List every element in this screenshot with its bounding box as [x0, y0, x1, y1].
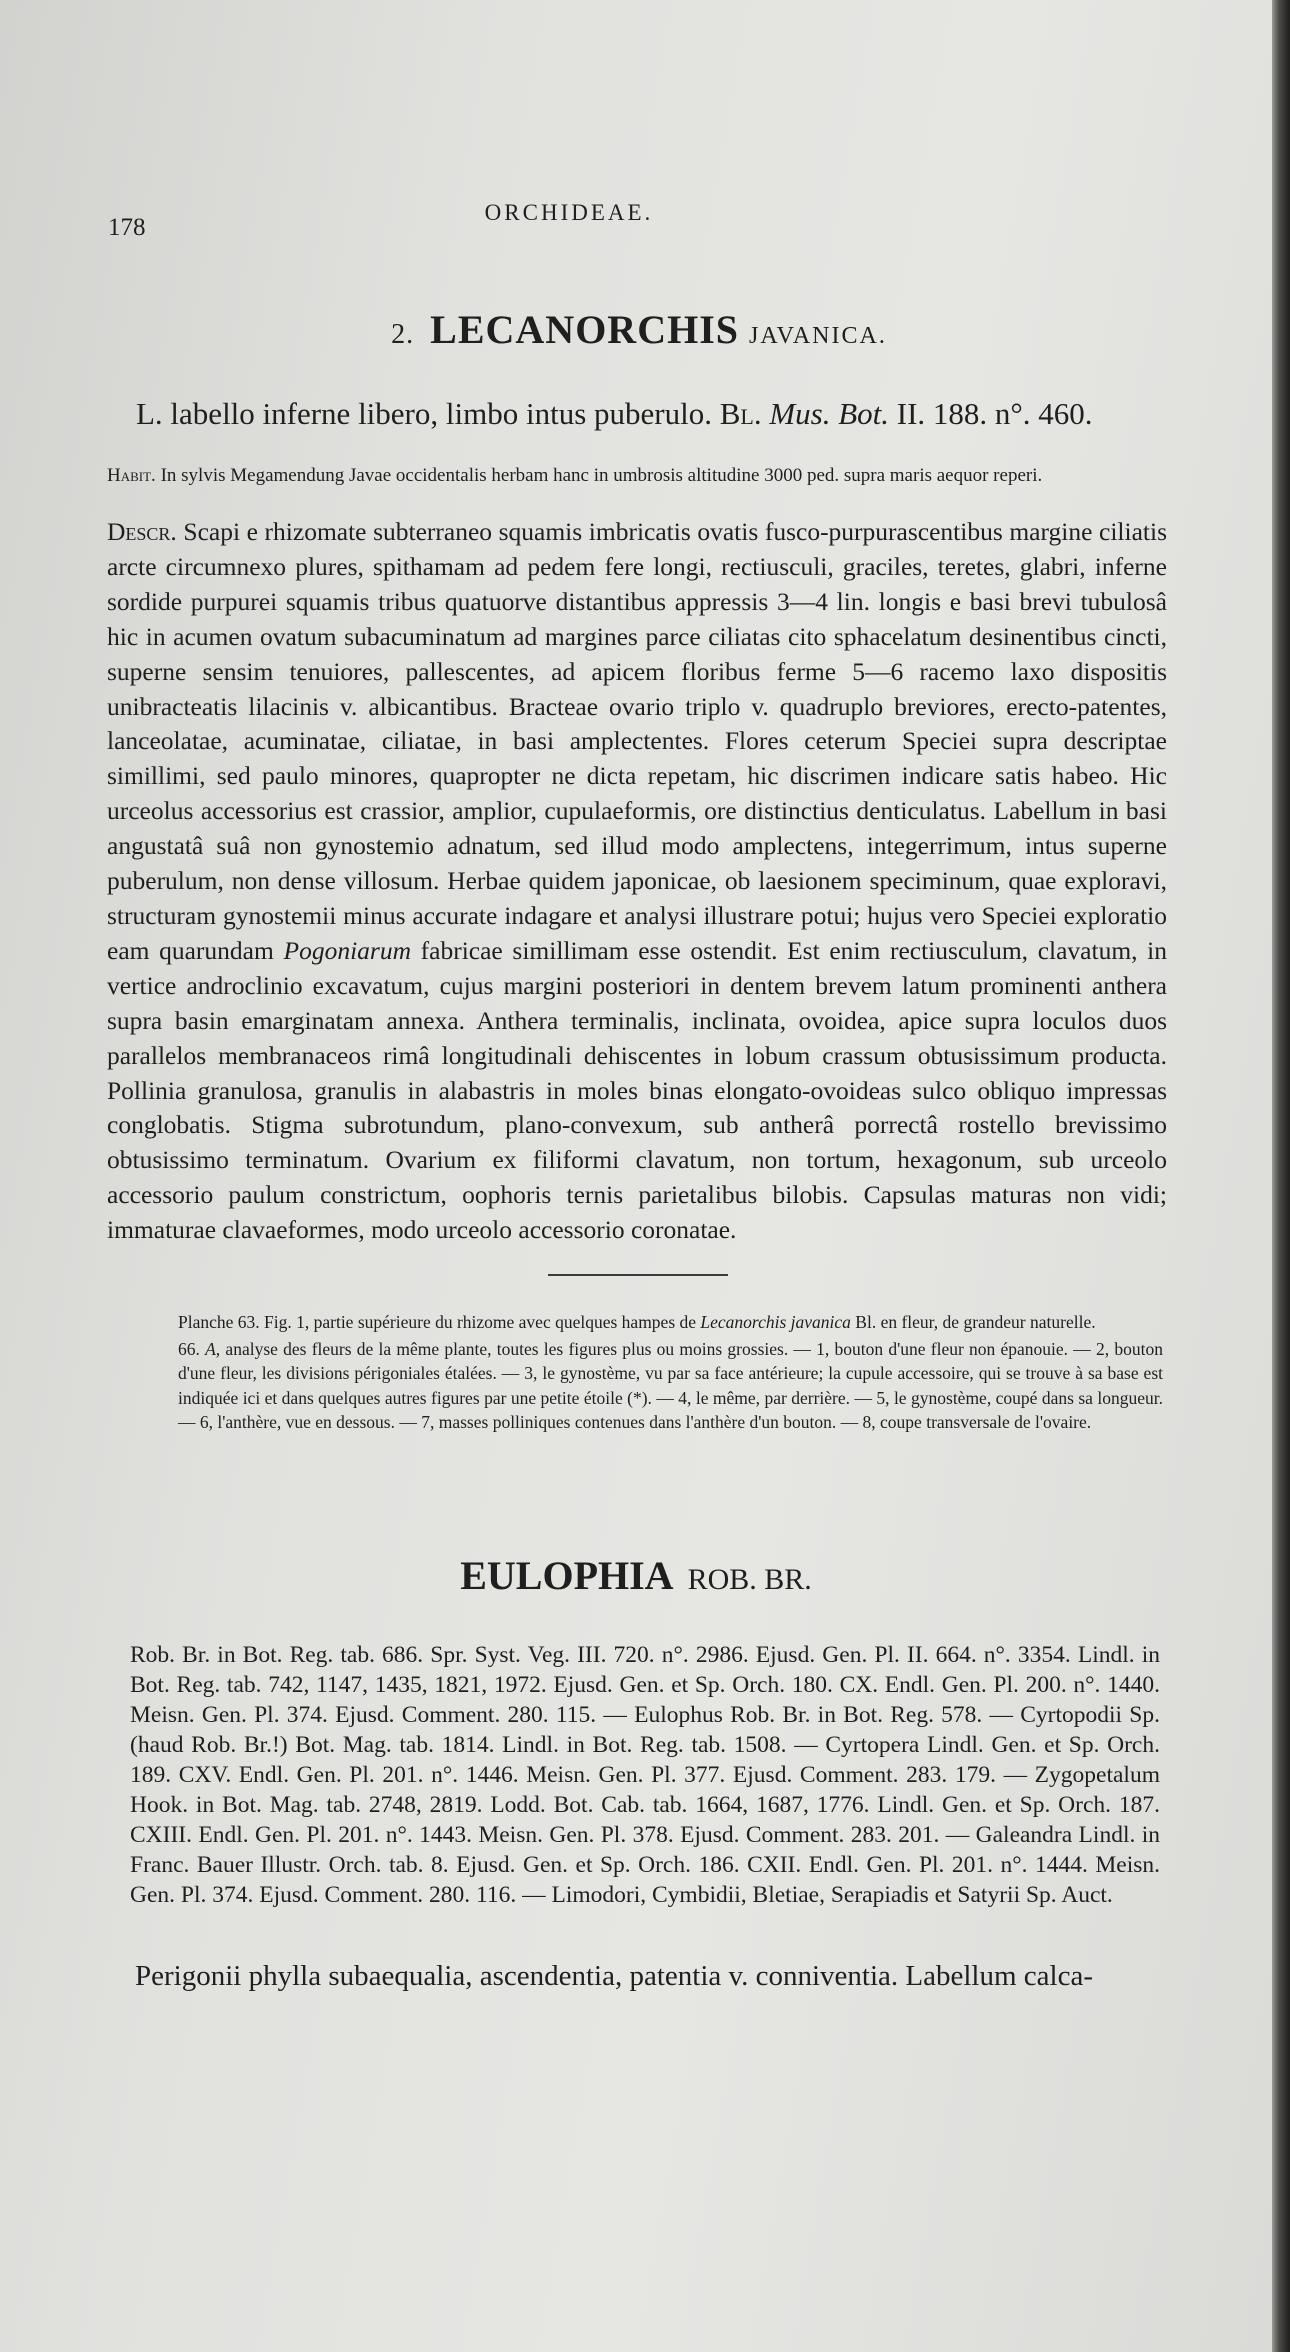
- caption-2-italic: A,: [205, 1338, 221, 1359]
- caption-2-text-a: 66.: [178, 1338, 200, 1359]
- diagnosis-work: Mus. Bot.: [769, 396, 890, 431]
- caption-1-text-a: Planche 63. Fig. 1, partie supérieure du rhizome avec quelques hampes de: [178, 1312, 697, 1332]
- page-edge-shadow: [1272, 0, 1290, 2352]
- species-genus: LECANORCHIS: [430, 307, 740, 352]
- genus-author: ROB. BR.: [687, 1563, 812, 1596]
- diagnosis-citation: II. 188. n°. 460.: [896, 396, 1093, 431]
- description-label: Descr.: [107, 517, 177, 546]
- description-italic-word: Pogoniarum: [283, 935, 411, 965]
- species-title: [0, 306, 1278, 353]
- plate-caption: [178, 1310, 1163, 1435]
- habitat-paragraph: [107, 465, 1167, 487]
- genus-references: Rob. Br. in Bot. Reg. tab. 686. Spr. Syst. Veg. III. 720. n°. 2986. Ejusd. Gen. Pl. II. 664. n°. 3354. Lindl. in Bot. Reg. tab. 742, 1147, 1435, 1821, 1972. Ejusd. Gen. et Sp. Orch. 180. CX. Endl. Gen. Pl. 200. n°. 1440. Meisn. Gen. Pl. 374. Ejusd. Comment. 280. 115. — Eulophus Rob. Br. in Bot. Reg. 578. — Cyrtopodii Sp. (haud Rob. Br.!) Bot. Mag. tab. 1814. Lindl. in Bot. Reg. tab. 1508. — Cyrtopera Lindl. Gen. et Sp. Orch. 189. CXV. Endl. Gen. Pl. 201. n°. 1446. Meisn. Gen. Pl. 377. Ejusd. Comment. 283. 179. — Zygopetalum Hook. in Bot. Mag. tab. 2748, 2819. Lodd. Bot. Cab. tab. 1664, 1687, 1776. Lindl. Gen. et Sp. Orch. 187. CXIII. Endl. Gen. Pl. 201. n°. 1443. Meisn. Gen. Pl. 378. Ejusd. Comment. 283. 201. — Galeandra Lindl. in Franc. Bauer Illustr. Orch. tab. 8. Ejusd. Gen. et Sp. Orch. 186. CXII. Endl. Gen. Pl. 201. n°. 1444. Meisn. Gen. Pl. 374. Ejusd. Comment. 280. 116. — Limodori, Cymbidii, Bletiae, Serapiadis et Satyrii Sp. Auct.: [130, 1642, 1160, 1908]
- final-line: Perigonii phylla subaequalia, ascendentia, patentia v. conniventia. Labellum calca-: [135, 1960, 1093, 1992]
- caption-2-text-b: analyse des fleurs de la même plante, toutes les figures plus ou moins grossies. — 1, bouton d'une fleur non épanouie. — 2, bouton d'une fleur, les divisions périgoniales étalées. — 3, le gynostème, vu par sa face antérieure; la cupule accessoire, qui se trouve à sa base est indiquée ici et dans quelques autres figures par une petite étoile (*). — 4, le même, par derrière. — 5, le gynostème, coupé dans sa longueur. — 6, l'anthère, vue en dessous. — 7, masses polliniques contenues dans l'anthère d'un bouton. — 8, coupe transversale de l'ovaire.: [178, 1338, 1163, 1432]
- species-epithet: JAVANICA.: [749, 323, 887, 349]
- species-number: 2.: [391, 319, 415, 350]
- species-diagnosis: [136, 396, 1146, 432]
- diagnosis-author: Bl.: [719, 396, 762, 431]
- genus-name: EULOPHIA: [460, 1553, 674, 1598]
- description-text-1: Scapi e rhizomate subterraneo squamis imbricatis ovatis fusco-purpurascentibus margine ciliatis arcte circumnexo plures, spithamam ad pedem fere longi, rectiusculi, graciles, teretes, glabri, inferne sordide purpurei squamis tribus quatuorve distantibus appressis 3—4 lin. longis e basi brevi tubulosâ hic in acumen ovatum subacuminatum ad margines parce ciliatas cito sphacelatum desinentibus cincti, superne sensim tenuiores, pallescentes, ad apicem floribus ferme 5—6 racemo laxo dispositis unibracteatis lilacinis v. albicantibus. Bracteae ovario triplo v. quadruplo breviores, erecto-patentes, lanceolatae, acuminatae, ciliatae, in basi amplectentes. Flores ceterum Speciei supra descriptae simillimi, sed paulo minores, quapropter ne dicta repetam, hic discrimen indicare satis habeo. Hic urceolus accessorius est crassior, amplior, cupulaeformis, ore distinctius denticulatus. Labellum in basi angustatâ suâ non gynostemio adnatum, sed illud modo amplectens, integerrimum, intus superne puberulum, non dense villosum. Herbae quidem japonicae, ob laesionem speciminum, quae exploravi, structuram gynostemii minus accurate indagare et analysi illustrare potui; hujus vero Speciei exploratio eam quarundam: [107, 517, 1168, 965]
- description-text-2: fabricae simillimam esse ostendit. Est enim rectiusculum, clavatum, in vertice androclinio excavatum, cujus margini posteriori in dentem brevem latum prominenti anthera supra basin emarginatam annexa. Anthera terminalis, inclinata, ovoidea, apice supra loculos duos parallelos membranaceos rimâ longitudinali dehiscentes in lobum crassum obtusissimum producta. Pollinia granulosa, granulis in alabastris in moles binas elongato-ovoideas sulco obliquo impressas conglobatis. Stigma subrotundum, plano-convexum, sub antherâ porrectâ rostello brevissimo obtusissimo terminatum. Ovarium ex filiformi clavatum, non tortum, hexagonum, sub urceolo accessorio paulum constrictum, oophoris ternis parietalibus bilobis. Capsulas maturas non vidi; immaturae clavaeformes, modo urceolo accessorio coronatae.: [107, 935, 1168, 1245]
- page-number: 178: [108, 214, 146, 241]
- description-paragraph: [107, 515, 1167, 1248]
- caption-1-italic: Lecanorchis javanica: [700, 1312, 851, 1332]
- running-head: ORCHIDEAE.: [484, 200, 654, 225]
- genus-title: [0, 1552, 1275, 1599]
- habitat-text: In sylvis Megamendung Javae occidentalis herbam hanc in umbrosis altitudine 3000 ped. supra maris aequor reperi.: [160, 465, 1043, 486]
- section-divider: [548, 1274, 728, 1276]
- caption-line-1: [178, 1310, 1163, 1335]
- habitat-label: Habit.: [107, 465, 156, 486]
- caption-line-2: [178, 1337, 1163, 1435]
- diagnosis-text: L. labello inferne libero, limbo intus puberulo.: [136, 396, 712, 431]
- caption-1-text-b: Bl. en fleur, de grandeur naturelle.: [855, 1312, 1096, 1332]
